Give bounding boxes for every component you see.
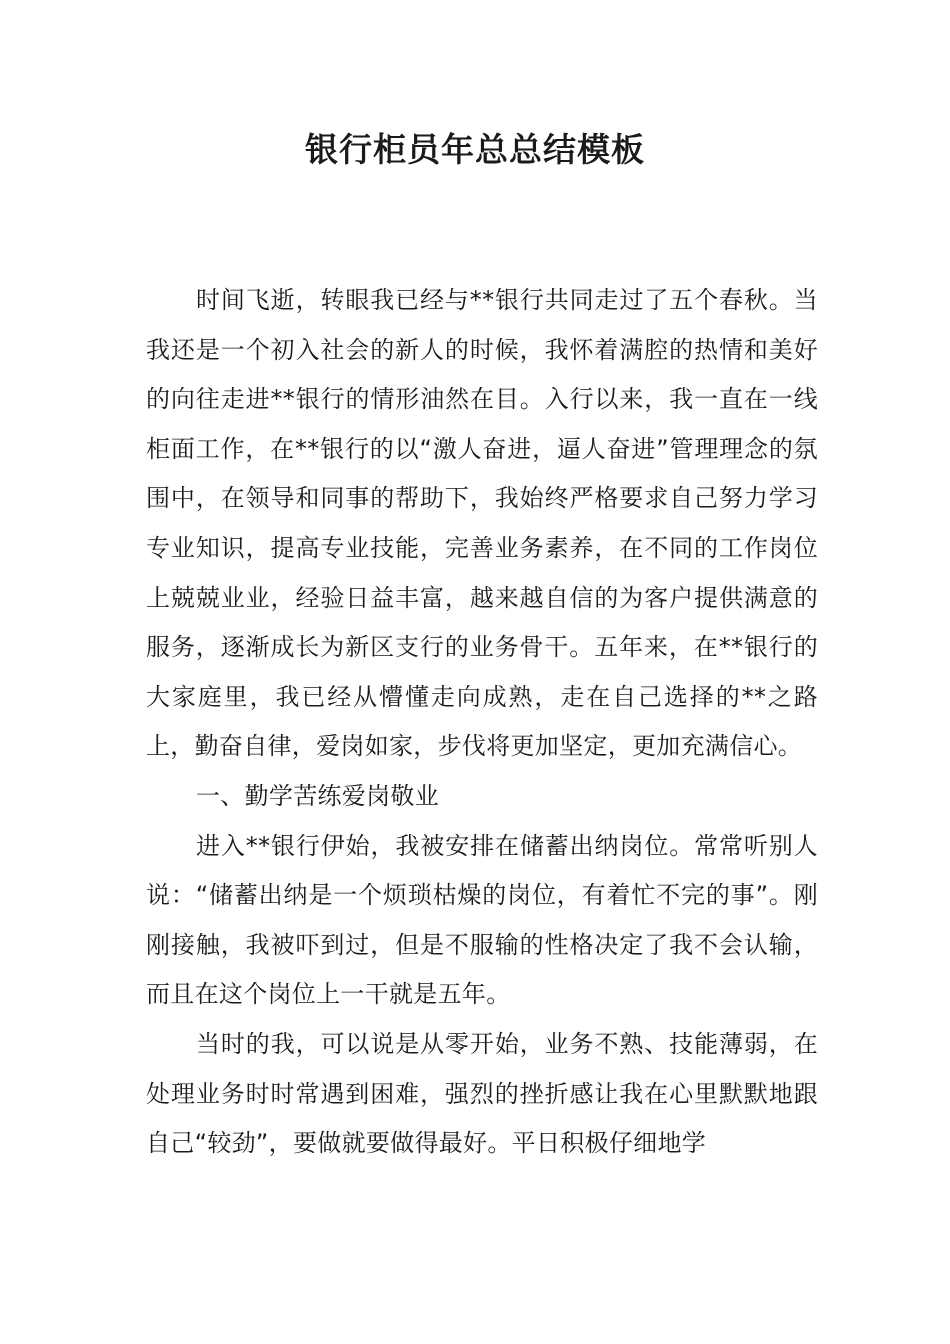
paragraph-intro: 时间飞逝，转眼我已经与**银行共同走过了五个春秋。当我还是一个初入社会的新人的时候，我怀着满腔的热情和美好的向往走进**银行的情形油然在目。入行以来，我一直在一线柜面工作，在**银行的以“激人奋进，逼人奋进”管理理念的氛围中，在领导和同事的帮助下，我始终严格要求自己努力学习专业知识，提高专业技能，完善业务素养，在不同的工作岗位上兢兢业业，经验日益丰富，越来越自信的为客户提供满意的服务，逐渐成长为新区支行的业务骨干。五年来，在**银行的大家庭里，我已经从懵懂走向成熟，走在自己选择的**之路上，勤奋自律，爱岗如家，步伐将更加坚定，更加充满信心。 [146,286,818,761]
section-heading-1: 一、勤学苦练爱岗敬业 [196,781,439,810]
document-body [146,276,818,1169]
document-title: 银行柜员年总总结模板 [305,130,645,169]
paragraph-section1-a: 进入**银行伊始，我被安排在储蓄出纳岗位。常常听别人说：“储蓄出纳是一个烦琐枯燥的岗位，有着忙不完的事”。刚刚接触，我被吓到过，但是不服输的性格决定了我不会认输，而且在这个岗位上一干就是五年。 [146,831,818,1009]
paragraph-section1-b: 当时的我，可以说是从零开始，业务不熟、技能薄弱，在处理业务时时常遇到困难，强烈的挫折感让我在心里默默地跟自己“较劲”，要做就要做得最好。平日积极仔细地学 [146,1029,818,1158]
